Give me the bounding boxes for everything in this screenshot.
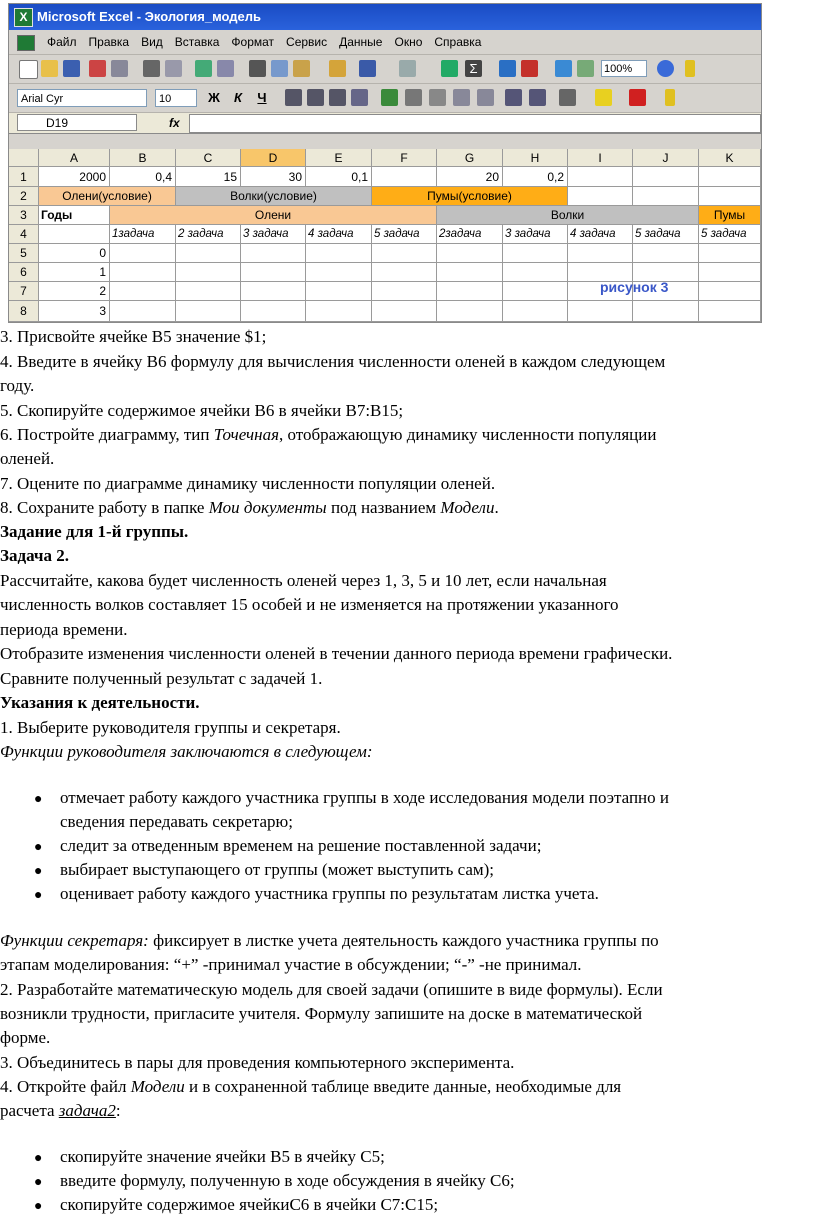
- leader-duty: выбирает выступающего от группы (может выступить сам);: [60, 860, 495, 879]
- instruction-2-line3: форме.: [0, 1028, 51, 1047]
- bullet-icon: ●: [34, 888, 43, 903]
- cell-year[interactable]: 0: [39, 244, 110, 263]
- borders-icon[interactable]: [559, 89, 576, 106]
- save-icon[interactable]: [63, 60, 80, 77]
- col-header-k[interactable]: K: [699, 149, 761, 167]
- instruction-4-calc: расчета: [0, 1101, 59, 1120]
- cell-c1[interactable]: 15: [176, 167, 241, 187]
- leader-duty: следит за отведенным временем на решение поставленной задачи;: [60, 836, 542, 855]
- step-8-end: .: [494, 498, 499, 517]
- print-preview-icon[interactable]: [165, 60, 182, 77]
- sort-ascending-icon[interactable]: [499, 60, 516, 77]
- permission-icon[interactable]: [89, 60, 106, 77]
- col-header-c[interactable]: C: [176, 149, 241, 167]
- empty-cell[interactable]: [372, 244, 437, 263]
- row-header-8[interactable]: 8: [9, 301, 39, 322]
- menu-window[interactable]: Окно: [394, 35, 423, 49]
- step-6-line2: оленей.: [0, 449, 55, 468]
- menu-insert[interactable]: Вставка: [174, 35, 220, 49]
- cell-e1[interactable]: 0,1: [306, 167, 372, 187]
- toolbar-options-icon[interactable]: [685, 60, 695, 77]
- col-header-b[interactable]: B: [110, 149, 176, 167]
- step-8: [0, 496, 499, 521]
- hyperlink-icon[interactable]: [441, 60, 458, 77]
- cell-i2[interactable]: [568, 187, 633, 206]
- empty-cell[interactable]: [110, 244, 176, 263]
- empty-cell[interactable]: [306, 263, 372, 282]
- cell-years-header[interactable]: Годы: [39, 206, 110, 225]
- secretary-text: фиксирует в листке учета деятельность каждого участника группы по: [148, 931, 659, 950]
- font-color-icon[interactable]: [629, 89, 646, 106]
- figure-caption: рисунок 3: [600, 279, 669, 295]
- empty-cell[interactable]: [176, 263, 241, 282]
- formula-bar: [9, 113, 761, 134]
- merge-center-icon[interactable]: [351, 89, 368, 106]
- undo-icon[interactable]: [359, 60, 376, 77]
- step-6-text: 6. Постройте диаграмму, тип: [0, 425, 214, 444]
- italic-button[interactable]: К: [234, 90, 242, 105]
- decrease-indent-icon[interactable]: [505, 89, 522, 106]
- empty-cell[interactable]: [503, 263, 568, 282]
- cell-k2[interactable]: [699, 187, 761, 206]
- col-header-h[interactable]: H: [503, 149, 568, 167]
- row-header-2[interactable]: 2: [9, 187, 39, 206]
- empty-cell[interactable]: [306, 244, 372, 263]
- cell-i1[interactable]: [568, 167, 633, 187]
- bullet-icon: ●: [34, 1151, 43, 1166]
- cell-a1[interactable]: 2000: [39, 167, 110, 187]
- empty-cell[interactable]: [437, 263, 503, 282]
- empty-cell[interactable]: [633, 301, 699, 322]
- cell-h1[interactable]: 0,2: [503, 167, 568, 187]
- file-name: Модели: [130, 1077, 185, 1096]
- col-header-i[interactable]: I: [568, 149, 633, 167]
- cell-wolves-condition[interactable]: Волки(условие): [176, 187, 372, 206]
- bullet-icon: ●: [34, 1175, 43, 1190]
- empty-cell[interactable]: [306, 282, 372, 301]
- drawing-icon[interactable]: [577, 60, 594, 77]
- empty-cell[interactable]: [176, 301, 241, 322]
- underline-button[interactable]: Ч: [257, 90, 267, 105]
- percent-icon[interactable]: [405, 89, 422, 106]
- excel-title: Microsoft Excel - Экология_модель: [37, 9, 262, 24]
- menu-edit[interactable]: Правка: [88, 35, 130, 49]
- empty-cell[interactable]: [110, 282, 176, 301]
- excel-screenshot: [8, 3, 762, 323]
- spelling-icon[interactable]: [195, 60, 212, 77]
- zoom-box[interactable]: 100%: [601, 60, 647, 77]
- cell-b1[interactable]: 0,4: [110, 167, 176, 187]
- empty-cell[interactable]: [241, 244, 306, 263]
- empty-cell[interactable]: [372, 301, 437, 322]
- empty-cell[interactable]: [568, 301, 633, 322]
- menu-data[interactable]: Данные: [339, 35, 383, 49]
- cell-pumas-condition[interactable]: Пумы(условие): [372, 187, 568, 206]
- open-icon[interactable]: [41, 60, 58, 77]
- leader-duty-cont: сведения передавать секретарю;: [60, 812, 293, 831]
- empty-cell[interactable]: [503, 301, 568, 322]
- empty-cell[interactable]: [699, 244, 761, 263]
- excel-title-bar: [9, 4, 761, 30]
- row-header-3[interactable]: 3: [9, 206, 39, 225]
- row-header-1[interactable]: 1: [9, 167, 39, 187]
- instruction-4-colon: :: [115, 1101, 121, 1120]
- cell-task-header[interactable]: 4 задача: [568, 225, 633, 244]
- empty-cell[interactable]: [568, 244, 633, 263]
- empty-cell[interactable]: [633, 244, 699, 263]
- step-3: 3. Присвойте ячейке B5 значение $1;: [0, 327, 267, 346]
- cell-j1[interactable]: [633, 167, 699, 187]
- instruction-2-line1: 2. Разработайте математическую модель для своей задачи (опишите в виде формулы). Если: [0, 980, 663, 999]
- instruction-2-line2: возникли трудности, пригласите учителя. Формулу запишите на доске в математической: [0, 1004, 643, 1023]
- instruction-4-line2: [0, 1099, 121, 1124]
- empty-cell[interactable]: [437, 244, 503, 263]
- cell-deer-condition[interactable]: Олени(условие): [39, 187, 176, 206]
- research-icon[interactable]: [217, 60, 234, 77]
- cell-g1[interactable]: 20: [437, 167, 503, 187]
- bullet-icon: ●: [34, 864, 43, 879]
- task-text-1: Рассчитайте, какова будет численность оленей через 1, 3, 5 и 10 лет, если начальная: [0, 571, 607, 590]
- menu-tools[interactable]: Сервис: [286, 35, 328, 49]
- empty-cell[interactable]: [110, 301, 176, 322]
- format-painter-icon[interactable]: [329, 60, 346, 77]
- file-name: Модели: [440, 498, 495, 517]
- empty-cell[interactable]: [241, 301, 306, 322]
- cell-task-header[interactable]: 5 задача: [633, 225, 699, 244]
- copy-icon[interactable]: [271, 60, 288, 77]
- cell-year[interactable]: 3: [39, 301, 110, 322]
- bullet-icon: ●: [34, 792, 43, 807]
- excel-icon: X: [14, 8, 33, 27]
- instruction-4-text-end: и в сохраненной таблице введите данные, необходимые для: [184, 1077, 622, 1096]
- empty-cell[interactable]: [503, 244, 568, 263]
- autosum-icon[interactable]: Σ: [465, 60, 482, 77]
- col-header-d[interactable]: D: [241, 149, 306, 167]
- excel-menu-bar: [9, 30, 761, 55]
- cell-year[interactable]: 1: [39, 263, 110, 282]
- align-center-icon[interactable]: [307, 89, 324, 106]
- toolbar-options-icon-2[interactable]: [665, 89, 675, 106]
- empty-cell[interactable]: [503, 282, 568, 301]
- menu-format[interactable]: Формат: [231, 35, 275, 49]
- step-4-line1: 4. Введите в ячейку B6 формулу для вычисления численности оленей в каждом следующем: [0, 352, 666, 371]
- col-header-g[interactable]: G: [437, 149, 503, 167]
- paste-icon[interactable]: [293, 60, 310, 77]
- calc-step: введите формулу, полученную в ходе обсуждения в ячейку C6;: [60, 1171, 515, 1190]
- empty-cell[interactable]: [372, 263, 437, 282]
- empty-cell[interactable]: [176, 244, 241, 263]
- standard-toolbar: [9, 55, 761, 84]
- cell-task-header[interactable]: 2 задача: [176, 225, 241, 244]
- menu-help[interactable]: Справка: [434, 35, 482, 49]
- secretary-label: Функции секретаря:: [0, 931, 149, 950]
- cell-task-header[interactable]: 2задача: [437, 225, 503, 244]
- sort-descending-icon[interactable]: [521, 60, 538, 77]
- step-8-mid: под названием: [326, 498, 441, 517]
- comma-style-icon[interactable]: [429, 89, 446, 106]
- email-icon[interactable]: [111, 60, 128, 77]
- col-header-j[interactable]: J: [633, 149, 699, 167]
- select-all-corner[interactable]: [9, 149, 39, 167]
- empty-cell[interactable]: [110, 263, 176, 282]
- group-task-heading: Задание для 1-й группы.: [0, 522, 189, 541]
- empty-cell[interactable]: [699, 282, 761, 301]
- empty-cell[interactable]: [306, 301, 372, 322]
- menu-file[interactable]: Файл: [47, 35, 77, 49]
- step-5: 5. Скопируйте содержимое ячейки B6 в ячейки B7:B15;: [0, 401, 404, 420]
- chart-wizard-icon[interactable]: [555, 60, 572, 77]
- cell-j2[interactable]: [633, 187, 699, 206]
- col-header-f[interactable]: F: [372, 149, 437, 167]
- task-text-3: периода времени.: [0, 620, 128, 639]
- row-header-7[interactable]: 7: [9, 282, 39, 301]
- increase-decimal-icon[interactable]: [453, 89, 470, 106]
- calc-step: скопируйте значение ячейки B5 в ячейку C5;: [60, 1147, 385, 1166]
- workbook-icon: [17, 35, 35, 51]
- instruction-3: 3. Объединитесь в пары для проведения компьютерного эксперимента.: [0, 1053, 515, 1072]
- cell-task-header[interactable]: 4 задача: [306, 225, 372, 244]
- font-name-box[interactable]: Arial Cyr: [17, 89, 147, 107]
- decrease-decimal-icon[interactable]: [477, 89, 494, 106]
- step-6-text-end: , отображающую динамику численности популяции: [279, 425, 657, 444]
- task-text-2: численность волков составляет 15 особей и не изменяется на протяжении указанного: [0, 595, 619, 614]
- row-header-4[interactable]: 4: [9, 225, 39, 244]
- formula-input[interactable]: [189, 114, 761, 133]
- instruction-4-line1: [0, 1075, 621, 1100]
- leader-duty: оценивает работу каждого участника группы по результатам листка учета.: [60, 884, 599, 903]
- cell-task-header[interactable]: 5 задача: [372, 225, 437, 244]
- cell-task-header[interactable]: 5 задача: [699, 225, 761, 244]
- cut-icon[interactable]: [249, 60, 266, 77]
- bold-button[interactable]: Ж: [208, 90, 220, 105]
- empty-cell[interactable]: [241, 263, 306, 282]
- empty-cell[interactable]: [437, 301, 503, 322]
- bullet-icon: ●: [34, 840, 43, 855]
- name-box[interactable]: D19: [17, 114, 137, 131]
- font-size-box[interactable]: 10: [155, 89, 197, 107]
- help-icon[interactable]: [657, 60, 674, 77]
- cell-task-header[interactable]: 3 задача: [503, 225, 568, 244]
- task-link[interactable]: задача2: [58, 1101, 116, 1120]
- cell-year[interactable]: 2: [39, 282, 110, 301]
- calc-step: скопируйте содержимое ячейкиC6 в ячейки C7:C15;: [60, 1195, 439, 1214]
- cell-wolves-header[interactable]: Волки: [437, 206, 699, 225]
- step-8-text: 8. Сохраните работу в папке: [0, 498, 209, 517]
- leader-functions-heading: Функции руководителя заключаются в следующем:: [0, 742, 373, 761]
- cell-k1[interactable]: [699, 167, 761, 187]
- empty-cell[interactable]: [241, 282, 306, 301]
- empty-cell[interactable]: [437, 282, 503, 301]
- task-text-4: Отобразите изменения численности оленей в течении данного периода времени графически.: [0, 644, 673, 663]
- currency-icon[interactable]: [381, 89, 398, 106]
- empty-cell[interactable]: [699, 301, 761, 322]
- align-right-icon[interactable]: [329, 89, 346, 106]
- cell-task-header[interactable]: 3 задача: [241, 225, 306, 244]
- secretary-line2: этапам моделирования: “+” -принимал участие в обсуждении; “-” -не принимал.: [0, 955, 582, 974]
- secretary-line1: [0, 929, 659, 954]
- cell-d1[interactable]: 30: [241, 167, 306, 187]
- task-2-heading: Задача 2.: [0, 546, 69, 565]
- cell-task-header[interactable]: 1задача: [110, 225, 176, 244]
- row-header-6[interactable]: 6: [9, 263, 39, 282]
- chart-type-name: Точечная: [213, 425, 279, 444]
- increase-indent-icon[interactable]: [529, 89, 546, 106]
- folder-name: Мои документы: [208, 498, 327, 517]
- cell-deer-header[interactable]: Олени: [110, 206, 437, 225]
- col-header-e[interactable]: E: [306, 149, 372, 167]
- cell-pumas-header[interactable]: Пумы: [699, 206, 761, 225]
- formatting-toolbar: [9, 84, 761, 113]
- empty-cell[interactable]: [176, 282, 241, 301]
- row-header-5[interactable]: 5: [9, 244, 39, 263]
- fill-color-icon[interactable]: [595, 89, 612, 106]
- new-icon[interactable]: [19, 60, 38, 79]
- task-text-5: Сравните полученный результат с задачей 1.: [0, 669, 323, 688]
- leader-duty: отмечает работу каждого участника группы в ходе исследования модели поэтапно и: [60, 788, 669, 807]
- function-icon[interactable]: fx: [169, 116, 180, 130]
- step-4-line2: году.: [0, 376, 35, 395]
- instruction-4-text: 4. Откройте файл: [0, 1077, 131, 1096]
- empty-cell[interactable]: [699, 263, 761, 282]
- col-header-a[interactable]: A: [39, 149, 110, 167]
- step-6-line1: [0, 423, 656, 448]
- step-7: 7. Оцените по диаграмме динамику численности популяции оленей.: [0, 474, 496, 493]
- cell-a4[interactable]: [39, 225, 110, 244]
- bullet-icon: ●: [34, 1199, 43, 1214]
- instructions-heading: Указания к деятельности.: [0, 693, 200, 712]
- redo-icon[interactable]: [399, 60, 416, 77]
- instruction-1: 1. Выберите руководителя группы и секретаря.: [0, 718, 341, 737]
- menu-view[interactable]: Вид: [141, 35, 163, 49]
- cell-f1[interactable]: [372, 167, 437, 187]
- align-left-icon[interactable]: [285, 89, 302, 106]
- print-icon[interactable]: [143, 60, 160, 77]
- empty-cell[interactable]: [372, 282, 437, 301]
- worksheet-grid: [9, 149, 761, 322]
